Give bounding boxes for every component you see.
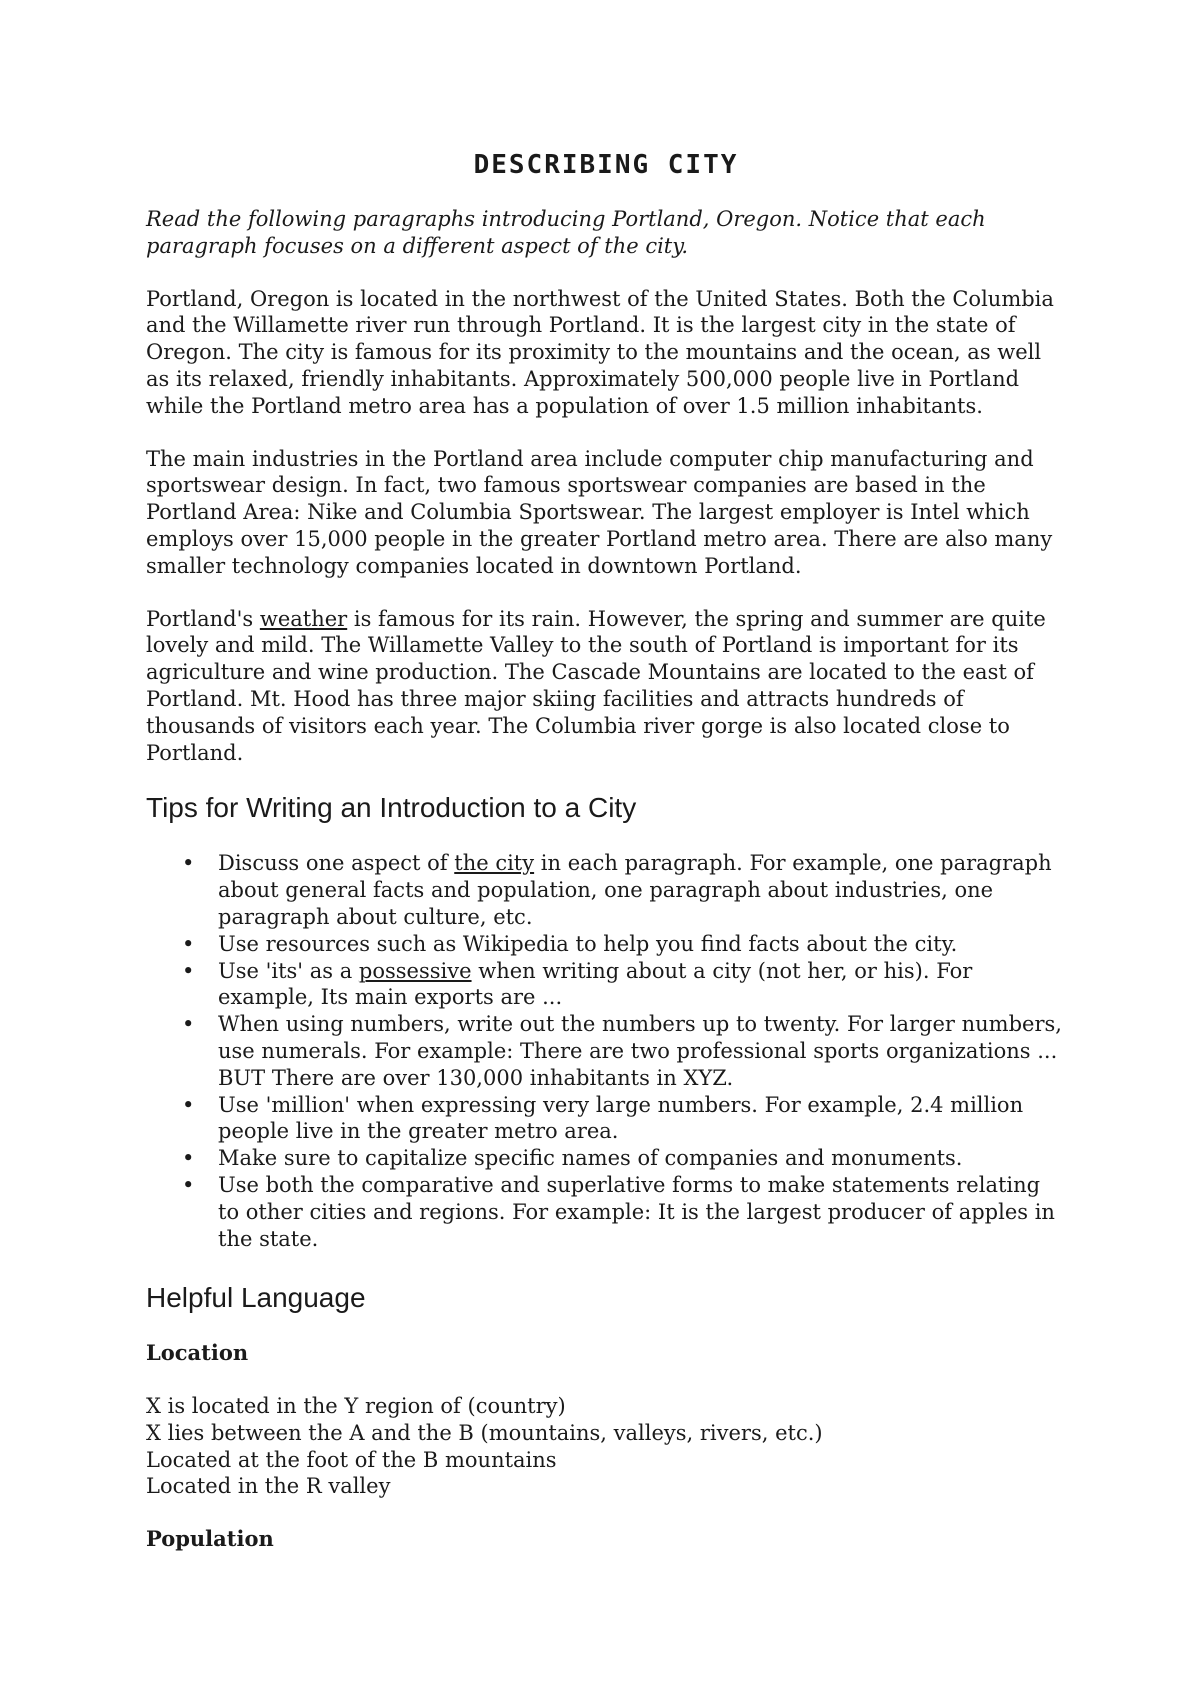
tip-text-before: Use 'its' as a — [218, 958, 359, 983]
list-item: • Use both the comparative and superlative forms to make statements relating to other cities and regions. For example: It is the largest producer of apples in the state. — [218, 1172, 1066, 1252]
paragraph-general-facts: Portland, Oregon is located in the northwest of the United States. Both the Columbia and the Willamette river run through Portland. It is the largest city in the state of Oregon. The city is famous for its proximity to the mountains and the ocean, as well as its relaxed, friendly inhabitants. Approximately 500,000 people live in Portland while the Portland metro area has a population of over 1.5 million inhabitants. — [146, 286, 1054, 418]
helpful-language-heading: Helpful Language — [146, 1282, 366, 1314]
phrase-line: Located in the R valley — [146, 1474, 391, 1499]
weather-link[interactable]: weather — [259, 606, 348, 631]
tips-list — [146, 850, 1066, 1252]
tip-text-before: Discuss one aspect of — [218, 851, 455, 876]
the-city-link[interactable]: the city — [454, 851, 535, 876]
tips-heading: Tips for Writing an Introduction to a City — [146, 792, 637, 824]
list-item — [218, 850, 1066, 930]
intro-paragraph: Read the following paragraphs introducing Portland, Oregon. Notice that each paragraph focuses on a different aspect of the city. — [146, 207, 986, 258]
location-phrases — [146, 1393, 1066, 1500]
paragraph-industries: The main industries in the Portland area include computer chip manufacturing and sportswear design. In fact, two famous sportswear companies are based in the Portland Area: Nike and Columbia Sportswear. The largest employer is Intel which employs over 15,000 people in the greater Portland metro area. There are also many smaller technology companies located in downtown Portland. — [146, 446, 1053, 578]
population-heading: Population — [146, 1526, 274, 1552]
list-item: • Use resources such as Wikipedia to help you find facts about the city. — [218, 931, 1066, 958]
list-item: • When using numbers, write out the numbers up to twenty. For larger numbers, use numerals. For example: There are two professional sports organizations ... BUT There are over 130,000 inhabitants in XYZ. — [218, 1011, 1066, 1091]
phrase-line: X lies between the A and the B (mountains, valleys, rivers, etc.) — [146, 1420, 823, 1445]
list-item: • Use 'million' when expressing very large numbers. For example, 2.4 million people live in the greater metro area. — [218, 1092, 1066, 1146]
paragraph-weather — [146, 606, 1066, 767]
paragraph-weather-text-before: Portland's — [146, 606, 260, 631]
location-heading: Location — [146, 1340, 249, 1366]
tip-text-after: in each paragraph. For example, one paragraph about general facts and population, one paragraph about industries, one paragraph about culture, etc. — [218, 851, 1052, 929]
tip-text-after: when writing about a city (not her, or his). For example, Its main exports are ... — [218, 958, 973, 1010]
phrase-line: Located at the foot of the B mountains — [146, 1447, 557, 1472]
list-item — [218, 958, 1066, 1012]
phrase-line: X is located in the Y region of (country) — [146, 1394, 566, 1419]
document-page — [146, 150, 1066, 1579]
document-title: DESCRIBING CITY — [473, 150, 739, 180]
possessive-link[interactable]: possessive — [358, 958, 472, 983]
list-item: • Make sure to capitalize specific names of companies and monuments. — [218, 1145, 1066, 1172]
paragraph-weather-text-after: is famous for its rain. However, the spring and summer are quite lovely and mild. The Willamette Valley to the south of Portland is important for its agriculture and wine production. The Cascade Mountains are located to the east of Portland. Mt. Hood has three major skiing facilities and attracts hundreds of thousands of visitors each year. The Columbia river gorge is also located close to Portland. — [146, 606, 1046, 765]
